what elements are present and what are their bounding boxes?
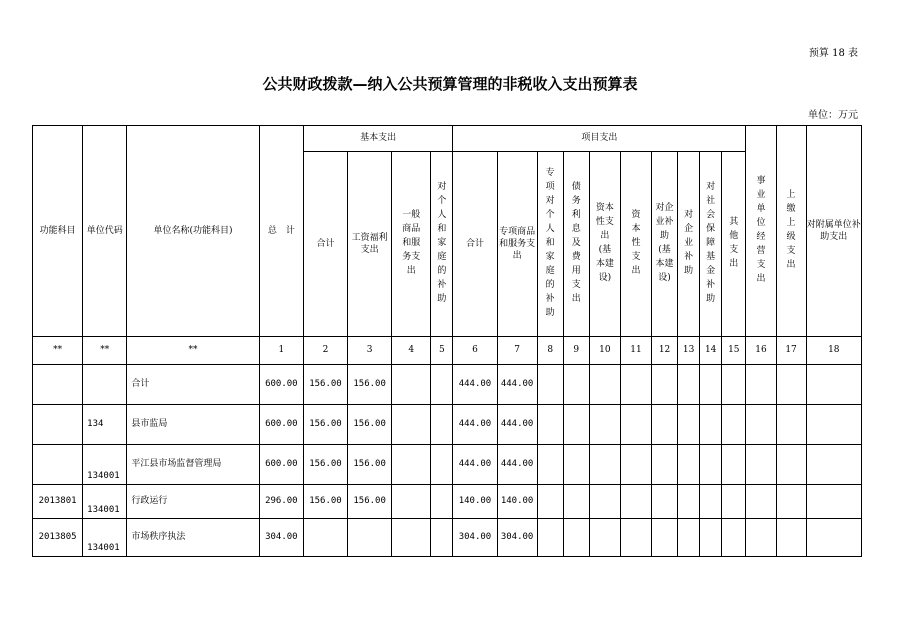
project-goods-cell: 444.00 xyxy=(497,445,537,485)
empty-cell xyxy=(392,485,431,519)
empty-cell xyxy=(652,519,678,557)
header-personal-subsidy: 对个人和家庭的补助 xyxy=(437,182,447,304)
header-other: 其他支出 xyxy=(729,217,739,269)
project-sum-cell: 444.00 xyxy=(453,445,497,485)
index-cell: 2 xyxy=(303,337,347,365)
empty-cell xyxy=(537,445,563,485)
index-cell: 6 xyxy=(453,337,497,365)
header-affiliated: 对附属单位补助支出 xyxy=(806,126,861,337)
empty-cell xyxy=(537,405,563,445)
index-cell: 10 xyxy=(589,337,620,365)
unit-code-cell: 134001 xyxy=(83,519,127,557)
unit-code-cell: 134 xyxy=(83,405,127,445)
empty-cell xyxy=(700,405,722,445)
project-goods-cell: 444.00 xyxy=(497,365,537,405)
index-cell: 5 xyxy=(431,337,453,365)
empty-cell xyxy=(776,365,806,405)
project-goods-cell: 444.00 xyxy=(497,405,537,445)
empty-cell xyxy=(537,485,563,519)
empty-cell xyxy=(806,485,861,519)
empty-cell xyxy=(431,485,453,519)
basic-sum-cell: 156.00 xyxy=(303,405,347,445)
empty-cell xyxy=(700,365,722,405)
func-subject-cell xyxy=(33,405,83,445)
table-row xyxy=(33,485,862,519)
index-cell: ** xyxy=(33,337,83,365)
header-unit-name: 单位名称(功能科目) xyxy=(127,126,259,337)
budget-table xyxy=(32,125,862,557)
wages-cell: 156.00 xyxy=(348,365,392,405)
empty-cell xyxy=(392,519,431,557)
total-cell: 304.00 xyxy=(259,519,303,557)
unit-name-cell: 平江县市场监督管理局 xyxy=(127,445,259,485)
project-sum-cell: 140.00 xyxy=(453,485,497,519)
header-goods-cell xyxy=(392,152,431,337)
index-cell: 4 xyxy=(392,337,431,365)
index-cell: 9 xyxy=(563,337,589,365)
header-debt: 债务利息及费用支出 xyxy=(571,182,581,304)
header-project-sum: 合计 xyxy=(453,152,497,337)
project-sum-cell: 304.00 xyxy=(453,519,497,557)
unit-code-cell xyxy=(83,365,127,405)
empty-cell xyxy=(746,365,776,405)
index-cell: 7 xyxy=(497,337,537,365)
empty-cell xyxy=(652,445,678,485)
empty-cell xyxy=(776,445,806,485)
header-upper-cell xyxy=(776,126,806,337)
empty-cell xyxy=(678,445,700,485)
index-cell: ** xyxy=(127,337,259,365)
table-row xyxy=(33,519,862,557)
index-cell: 12 xyxy=(652,337,678,365)
empty-cell xyxy=(806,519,861,557)
header-basic: 基本支出 xyxy=(303,126,452,152)
empty-cell xyxy=(722,485,746,519)
empty-cell xyxy=(722,519,746,557)
header-social-fund: 对社会保障基金补助 xyxy=(706,182,716,304)
empty-cell xyxy=(589,405,620,445)
empty-cell xyxy=(392,405,431,445)
unit-label: 单位：万元 xyxy=(808,110,858,121)
header-capital-construct-cell xyxy=(589,152,620,337)
empty-cell xyxy=(537,365,563,405)
empty-cell xyxy=(776,405,806,445)
page-title: 公共财政拨款—纳入公共预算管理的非税收入支出预算表 xyxy=(262,75,638,93)
unit-name-cell: 县市监局 xyxy=(127,405,259,445)
empty-cell xyxy=(678,405,700,445)
total-cell: 600.00 xyxy=(259,445,303,485)
header-business: 事业单位经营支出 xyxy=(756,176,766,284)
wages-cell: 156.00 xyxy=(348,445,392,485)
empty-cell xyxy=(746,445,776,485)
index-cell: ** xyxy=(83,337,127,365)
total-cell: 296.00 xyxy=(259,485,303,519)
empty-cell xyxy=(431,519,453,557)
header-social-fund-cell xyxy=(700,152,722,337)
empty-cell xyxy=(563,365,589,405)
empty-cell xyxy=(700,519,722,557)
header-other-cell xyxy=(722,152,746,337)
unit-name-cell: 合计 xyxy=(127,365,259,405)
empty-cell xyxy=(678,485,700,519)
index-row xyxy=(33,337,862,365)
empty-cell xyxy=(776,519,806,557)
index-cell: 8 xyxy=(537,337,563,365)
empty-cell xyxy=(431,445,453,485)
index-cell: 18 xyxy=(806,337,861,365)
header-project-goods: 专项商品和服务支出 xyxy=(497,152,537,337)
empty-cell xyxy=(722,365,746,405)
func-subject-cell: 2013805 xyxy=(33,519,83,557)
header-personal-cell xyxy=(431,152,453,337)
basic-sum-cell: 156.00 xyxy=(303,365,347,405)
project-sum-cell: 444.00 xyxy=(453,405,497,445)
empty-cell xyxy=(563,445,589,485)
func-subject-cell xyxy=(33,365,83,405)
basic-sum-cell: 156.00 xyxy=(303,485,347,519)
empty-cell xyxy=(563,405,589,445)
unit-code-cell: 134001 xyxy=(83,445,127,485)
header-enterprise-construct: 对企业补助(基本建设) xyxy=(655,203,674,283)
header-enterprise-cell xyxy=(678,152,700,337)
header-business-cell xyxy=(746,126,776,337)
index-cell: 13 xyxy=(678,337,700,365)
func-subject-cell xyxy=(33,445,83,485)
header-enterprise: 对企业补助 xyxy=(684,210,694,276)
total-cell: 600.00 xyxy=(259,365,303,405)
empty-cell xyxy=(431,365,453,405)
table-row xyxy=(33,365,862,405)
index-cell: 11 xyxy=(620,337,651,365)
empty-cell xyxy=(806,365,861,405)
header-total: 总 计 xyxy=(259,126,303,337)
header-capital-construct: 资本性支出(基本建设) xyxy=(595,203,614,283)
basic-sum-cell: 156.00 xyxy=(303,445,347,485)
empty-cell xyxy=(722,445,746,485)
empty-cell xyxy=(746,519,776,557)
header-func-subject: 功能科目 xyxy=(33,126,83,337)
empty-cell xyxy=(589,445,620,485)
empty-cell xyxy=(652,485,678,519)
table-row xyxy=(33,405,862,445)
header-project: 项目支出 xyxy=(453,126,746,152)
header-basic-sum: 合计 xyxy=(303,152,347,337)
project-goods-cell: 140.00 xyxy=(497,485,537,519)
wages-cell: 156.00 xyxy=(348,405,392,445)
index-cell: 16 xyxy=(746,337,776,365)
header-capital-cell xyxy=(620,152,651,337)
empty-cell xyxy=(652,365,678,405)
empty-cell xyxy=(589,519,620,557)
empty-cell xyxy=(392,445,431,485)
header-enterprise-construct-cell xyxy=(652,152,678,337)
basic-sum-cell xyxy=(303,519,347,557)
empty-cell xyxy=(563,519,589,557)
header-debt-cell xyxy=(563,152,589,337)
wages-cell xyxy=(348,519,392,557)
index-cell: 17 xyxy=(776,337,806,365)
table-row xyxy=(33,445,862,485)
empty-cell xyxy=(589,485,620,519)
project-goods-cell: 304.00 xyxy=(497,519,537,557)
empty-cell xyxy=(700,485,722,519)
unit-name-cell: 行政运行 xyxy=(127,485,259,519)
empty-cell xyxy=(652,405,678,445)
form-code: 预算 18 表 xyxy=(808,48,858,59)
header-proj-personal-cell xyxy=(537,152,563,337)
empty-cell xyxy=(620,485,651,519)
empty-cell xyxy=(806,445,861,485)
header-project-personal: 专项对个人和家庭的补助 xyxy=(545,168,555,318)
empty-cell xyxy=(722,405,746,445)
header-upper: 上缴上级支出 xyxy=(786,190,796,270)
empty-cell xyxy=(746,485,776,519)
empty-cell xyxy=(700,445,722,485)
unit-name-cell: 市场秩序执法 xyxy=(127,519,259,557)
empty-cell xyxy=(563,485,589,519)
empty-cell xyxy=(620,519,651,557)
index-cell: 15 xyxy=(722,337,746,365)
empty-cell xyxy=(537,519,563,557)
empty-cell xyxy=(746,405,776,445)
total-cell: 600.00 xyxy=(259,405,303,445)
index-cell: 3 xyxy=(348,337,392,365)
empty-cell xyxy=(806,405,861,445)
empty-cell xyxy=(620,365,651,405)
empty-cell xyxy=(776,485,806,519)
empty-cell xyxy=(589,365,620,405)
index-cell: 1 xyxy=(259,337,303,365)
unit-code-cell: 134001 xyxy=(83,485,127,519)
header-capital: 资本性支出 xyxy=(631,210,641,276)
empty-cell xyxy=(392,365,431,405)
header-goods: 一般商品和服务支出 xyxy=(402,210,421,276)
wages-cell: 156.00 xyxy=(348,485,392,519)
project-sum-cell: 444.00 xyxy=(453,365,497,405)
empty-cell xyxy=(620,445,651,485)
empty-cell xyxy=(431,405,453,445)
empty-cell xyxy=(678,519,700,557)
empty-cell xyxy=(678,365,700,405)
func-subject-cell: 2013801 xyxy=(33,485,83,519)
header-wages: 工资福利支出 xyxy=(348,152,392,337)
index-cell: 14 xyxy=(700,337,722,365)
empty-cell xyxy=(620,405,651,445)
header-unit-code: 单位代码 xyxy=(83,126,127,337)
